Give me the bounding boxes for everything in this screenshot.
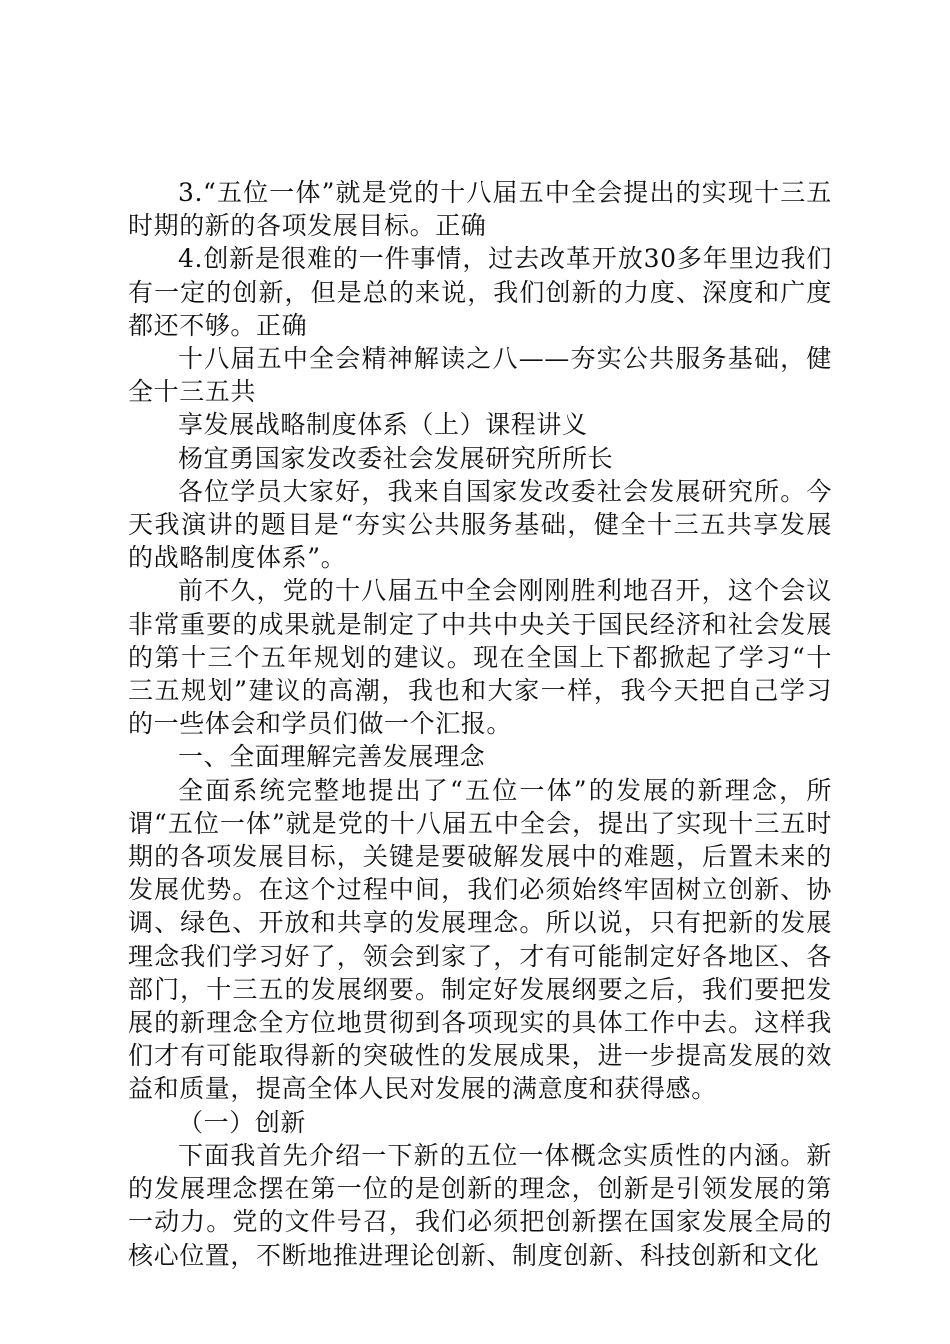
- lecture-title-line-1: 十八届五中全会精神解读之八——夯实公共服务基础，健全十三五共: [128, 344, 832, 407]
- lecture-title-line-2: 享发展战略制度体系（上）课程讲义: [178, 410, 588, 440]
- subsection-heading-innovation: （一）创新: [178, 1107, 307, 1137]
- paragraph-background: 前不久，党的十八届五中全会刚刚胜利地召开，这个会议非常重要的成果就是制定了中共中央关于国民经济和社会发展的第十三个五年规划的建议。现在全国上下都掀起了学习“十三五规划”建议的高潮，我也和大家一样，我今天把自己学习的一些体会和学员们做一个汇报。: [128, 576, 832, 739]
- paragraph-quiz-item-4: 4.创新是很难的一件事情，过去改革开放30多年里边我们有一定的创新，但是总的来说，我们创新的力度、深度和广度都还不够。正确: [128, 244, 832, 340]
- document-page: [128, 176, 832, 1272]
- paragraph-greeting: 各位学员大家好，我来自国家发改委社会发展研究所。今天我演讲的题目是“夯实公共服务基础，健全十三五共享发展的战略制度体系”。: [128, 476, 832, 573]
- section-heading-1: 一、全面理解完善发展理念: [178, 742, 486, 772]
- paragraph-quiz-item-3: 3.“五位一体”就是党的十八届五中全会提出的实现十三五时期的新的各项发展目标。正确: [128, 178, 832, 241]
- paragraph-innovation: 下面我首先介绍一下新的五位一体概念实质性的内涵。新的发展理念摆在第一位的是创新的理念，创新是引领发展的第一动力。党的文件号召，我们必须把创新摆在国家发展全局的核心位置，不断地推进理论创新、制度创新、科技创新和文化: [128, 1140, 832, 1270]
- paragraph-development-concept: 全面系统完整地提出了“五位一体”的发展的新理念，所谓“五位一体”就是党的十八届五中全会，提出了实现十三五时期的各项发展目标，关键是要破解发展中的难题，后置未来的发展优势。在这个过程中间，我们必须始终牢固树立创新、协调、绿色、开放和共享的发展理念。所以说，只有把新的发展理念我们学习好了，领会到家了，才有可能制定好各地区、各部门，十三五的发展纲要。制定好发展纲要之后，我们要把发展的新理念全方位地贯彻到各项现实的具体工作中去。这样我们才有可能取得新的突破性的发展成果，进一步提高发展的效益和质量，提高全体人民对发展的满意度和获得感。: [128, 775, 832, 1104]
- lecturer-byline: 杨宜勇国家发改委社会发展研究所所长: [178, 443, 614, 473]
